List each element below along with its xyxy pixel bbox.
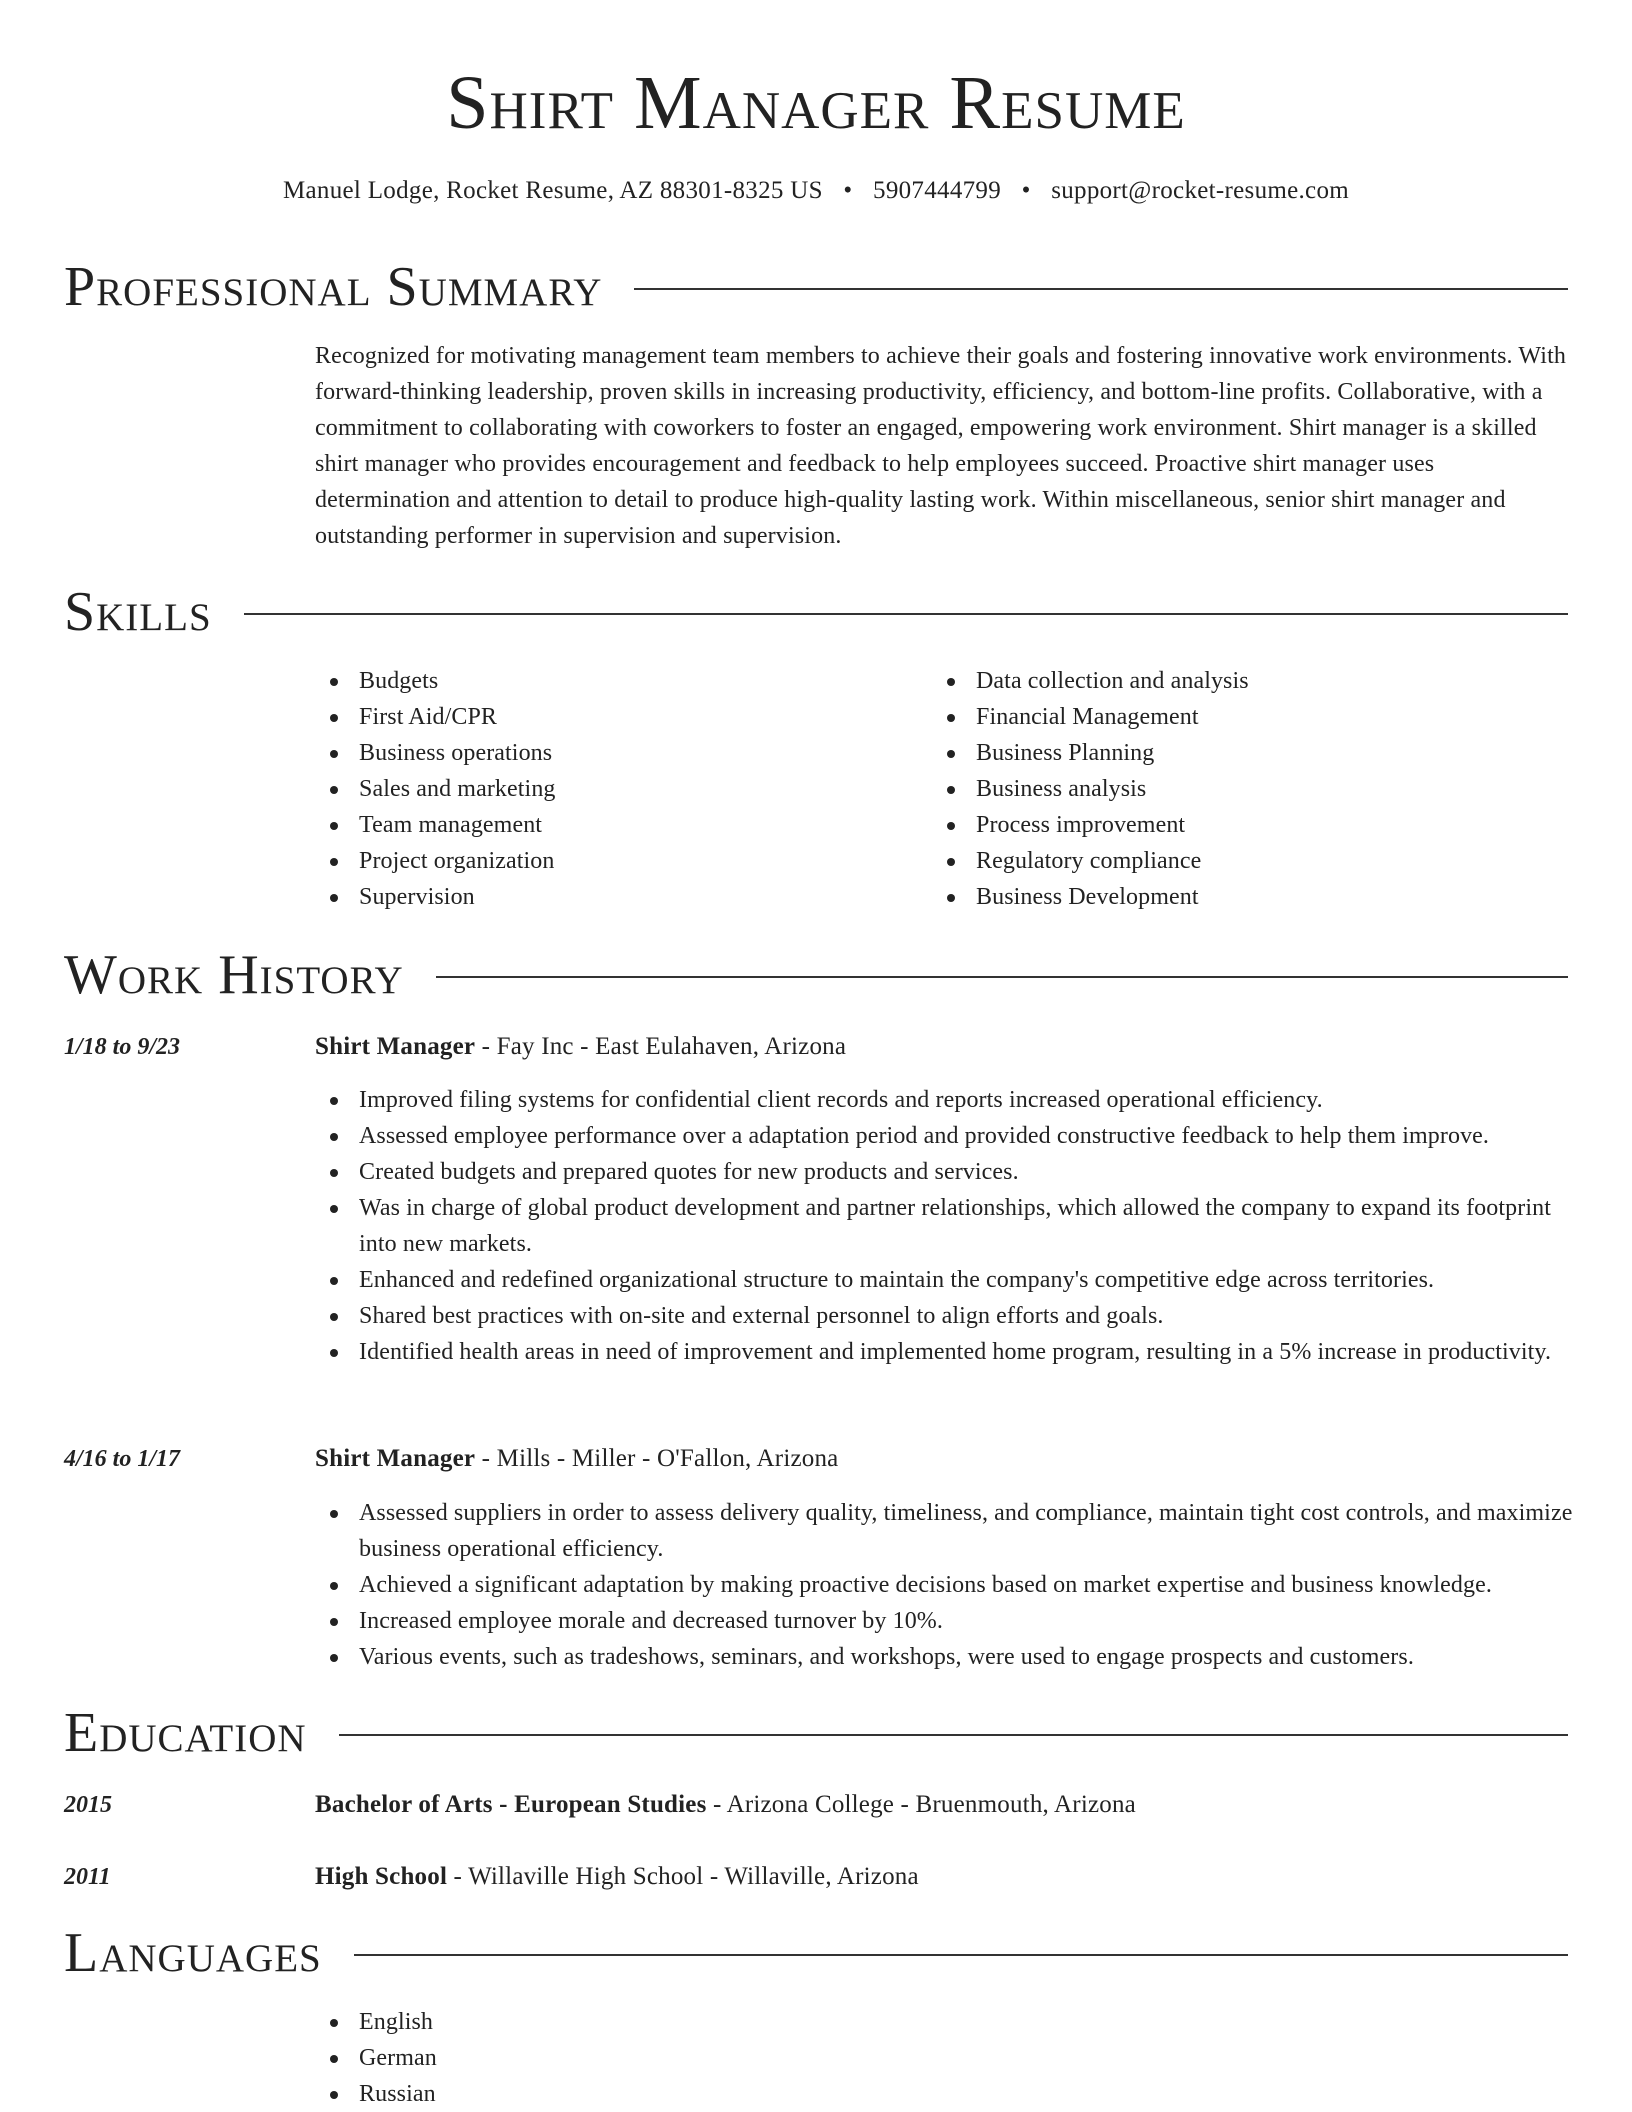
education-entry [315,1859,1575,1895]
section-divider [634,288,1568,290]
job-duty: Improved filing systems for confidential client records and reports increased operational efficiency. [315,1082,1575,1118]
job-role: Shirt Manager [315,1445,476,1472]
job-duty: Various events, such as tradeshows, seminars, and workshops, were used to engage prospects and customers. [315,1639,1575,1675]
skill-item: Supervision [315,879,915,915]
skills-list-left [315,663,915,915]
contact-email: support@rocket-resume.com [1051,177,1349,204]
job-date: 1/18 to 9/23 [64,1034,181,1060]
education-degree: High School [315,1863,448,1890]
skill-item: Project organization [315,843,915,879]
skill-item: Process improvement [932,807,1532,843]
job-duty: Identified health areas in need of improvement and implemented home program, resulting in a 5% increase in productivity. [315,1334,1575,1370]
language-item: Russian [315,2076,915,2112]
contact-address: Manuel Lodge, Rocket Resume, AZ 88301-8325 US [283,177,823,204]
education-date: 2011 [64,1864,111,1890]
job-duty: Achieved a significant adaptation by making proactive decisions based on market expertise and business knowledge. [315,1567,1575,1603]
skill-item: Sales and marketing [315,771,915,807]
education-entry [315,1787,1575,1823]
languages-list [315,2004,915,2112]
skill-item: Financial Management [932,699,1532,735]
section-heading: Languages [64,1922,322,1984]
section-divider [244,613,1568,615]
education-date: 2015 [64,1792,112,1818]
language-item: English [315,2004,915,2040]
skill-item: First Aid/CPR [315,699,915,735]
job-employer: - Mills - Miller - O'Fallon, Arizona [475,1445,839,1472]
section-divider [354,1954,1568,1956]
page-title: Shirt Manager Resume [446,61,1186,145]
job-duties-list [315,1082,1575,1370]
section-languages [64,1921,1568,1985]
separator-dot: • [843,177,853,204]
skills-list-right [932,663,1532,915]
education-school: - Arizona College - Bruenmouth, Arizona [706,1791,1136,1818]
section-skills [64,580,1568,644]
section-heading: Work History [64,944,404,1006]
job-title [315,1441,1575,1477]
skill-item: Business analysis [932,771,1532,807]
skill-item: Budgets [315,663,915,699]
section-divider [339,1734,1568,1736]
section-education [64,1701,1568,1765]
skill-item: Regulatory compliance [932,843,1532,879]
job-employer: - Fay Inc - East Eulahaven, Arizona [475,1033,847,1060]
education-school: - Willaville High School - Willaville, Arizona [447,1863,919,1890]
section-heading: Professional Summary [64,256,603,318]
job-duty: Created budgets and prepared quotes for new products and services. [315,1154,1575,1190]
job-duty: Increased employee morale and decreased turnover by 10%. [315,1603,1575,1639]
job-duty: Was in charge of global product development and partner relationships, which allowed the company to expand its footprint into new markets. [315,1190,1575,1262]
section-professional-summary [64,255,1568,319]
skill-item: Business Development [932,879,1532,915]
section-heading: Skills [64,581,212,643]
job-duties-list [315,1495,1575,1675]
skill-item: Business Planning [932,735,1532,771]
job-duty: Assessed suppliers in order to assess delivery quality, timeliness, and compliance, maintain tight cost controls, and maximize business operational efficiency. [315,1495,1575,1567]
skill-item: Business operations [315,735,915,771]
section-heading: Education [64,1702,307,1764]
job-date: 4/16 to 1/17 [64,1446,181,1472]
job-role: Shirt Manager [315,1033,476,1060]
summary-paragraph: Recognized for motivating management team members to achieve their goals and fostering innovative work environments. With forward-thinking leadership, proven skills in increasing productivity, efficiency, and bottom-line profits. Collaborative, with a commitment to collaborating with coworkers to foster an engaged, empowering work environment. Shirt manager is a skilled shirt manager who provides encouragement and feedback to help employees succeed. Proactive shirt manager uses determination and attention to detail to produce high-quality lasting work. Within miscellaneous, senior shirt manager and outstanding performer in supervision and supervision. [315,343,1567,549]
education-degree: Bachelor of Arts - European Studies [315,1791,707,1818]
skill-item: Data collection and analysis [932,663,1532,699]
job-title [315,1029,1575,1065]
contact-line [0,175,1632,207]
job-duty: Assessed employee performance over a adaptation period and provided constructive feedback to help them improve. [315,1118,1575,1154]
separator-dot: • [1021,177,1031,204]
job-duty: Enhanced and redefined organizational structure to maintain the company's competitive edge across territories. [315,1262,1575,1298]
section-divider [436,976,1568,978]
job-duty: Shared best practices with on-site and external personnel to align efforts and goals. [315,1298,1575,1334]
section-work-history [64,943,1568,1007]
contact-phone: 5907444799 [873,177,1002,204]
skill-item: Team management [315,807,915,843]
language-item: German [315,2040,915,2076]
